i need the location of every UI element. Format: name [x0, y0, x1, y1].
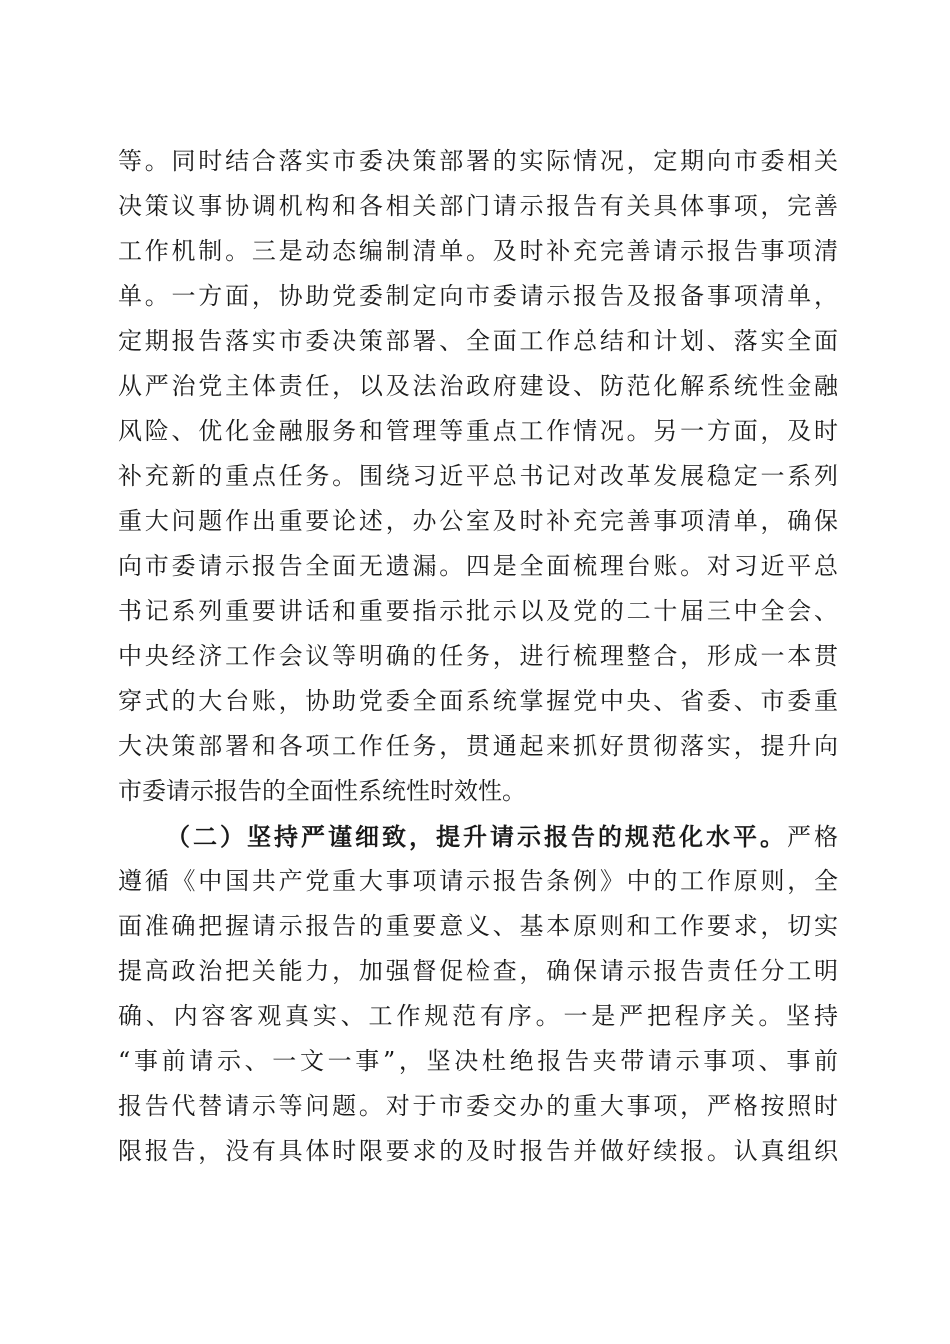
paragraph-1: [118, 139, 838, 814]
text-line: 市委请示报告的全面性系统性时效性。: [118, 777, 526, 805]
text-line: 大决策部署和各项工作任务，贯通起来抓好贯彻落实，提升向: [118, 732, 838, 760]
text-line: [118, 814, 838, 859]
text-line: 补充新的重点任务。围绕习近平总书记对改革发展稳定一系列: [118, 462, 838, 490]
text-line: 风险、优化金融服务和管理等重点工作情况。另一方面，及时: [118, 417, 838, 445]
text-line: “事前请示、一文一事”，坚决杜绝报告夹带请示事项、事前: [118, 1047, 838, 1075]
text-line: 面准确把握请示报告的重要意义、基本原则和工作要求，切实: [118, 912, 838, 940]
text-line: 重大问题作出重要论述，办公室及时补充完善事项清单，确保: [118, 507, 838, 535]
text-line: 遵循《中国共产党重大事项请示报告条例》中的工作原则，全: [118, 867, 838, 895]
text-line: 中央经济工作会议等明确的任务，进行梳理整合，形成一本贯: [118, 642, 838, 670]
paragraph-2: [118, 814, 838, 1174]
document-body: [118, 139, 838, 1174]
text-line: 提高政治把关能力，加强督促检查，确保请示报告责任分工明: [118, 957, 838, 985]
text-line: 等。同时结合落实市委决策部署的实际情况，定期向市委相关: [118, 147, 838, 175]
text-line: 报告代替请示等问题。对于市委交办的重大事项，严格按照时: [118, 1092, 838, 1120]
text-line: 工作机制。三是动态编制清单。及时补充完善请示报告事项清: [118, 237, 838, 265]
text-line: 书记系列重要讲话和重要指示批示以及党的二十届三中全会、: [118, 597, 838, 625]
section-heading: （二）坚持严谨细致，提升请示报告的规范化水平。: [166, 822, 787, 851]
text-line: 穿式的大台账，协助党委全面系统掌握党中央、省委、市委重: [118, 687, 838, 715]
text-line: 限报告，没有具体时限要求的及时报告并做好续报。认真组织: [118, 1137, 838, 1165]
text-line: 确、内容客观真实、工作规范有序。一是严把程序关。坚持: [118, 1002, 838, 1030]
text-line: 从严治党主体责任，以及法治政府建设、防范化解系统性金融: [118, 372, 838, 400]
text-line: 向市委请示报告全面无遗漏。四是全面梳理台账。对习近平总: [118, 552, 838, 580]
text-line: 定期报告落实市委决策部署、全面工作总结和计划、落实全面: [118, 327, 838, 355]
text-line: 单。一方面，协助党委制定向市委请示报告及报备事项清单，: [118, 282, 838, 310]
heading-line-rest: 严格: [787, 823, 838, 851]
text-line: 决策议事协调机构和各相关部门请示报告有关具体事项，完善: [118, 192, 838, 220]
